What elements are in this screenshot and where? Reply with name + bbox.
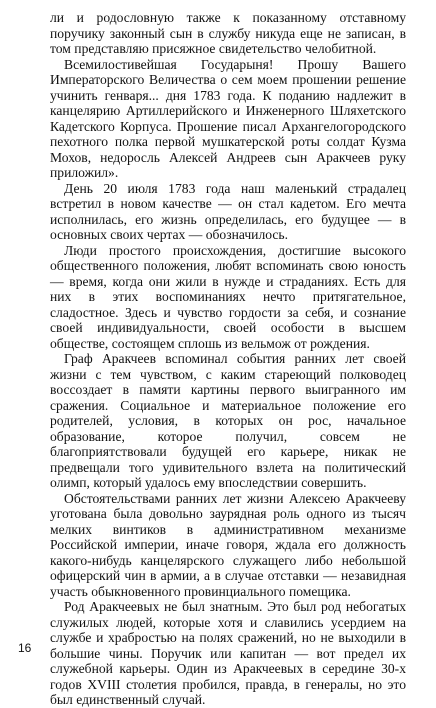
paragraph-6: Обстоятельствами ранних лет жизни Алексею Аракчееву уготована была довольно заурядная роль одного из тысяч мелких винтиков в административном механизме Российской империи, иначе говоря, ждала его должность какого-нибудь канцелярского служащего либо небольшой офицерский чин в армии, а в случае отставки — незавидная участь обыкновенного провинциального помещика. xyxy=(50,490,406,599)
paragraph-4: Люди простого происхождения, достигшие высокого общественного положения, любят вспоминать свою юность — время, когда они жили в нужде и страданиях. Есть для них в этих воспоминаниях нечто притягательное, сладостное. Здесь и чувство гордости за себя, и сознание своей индивидуальности, своей особости в высшем обществе, состоящем сплошь из вельмож от рождения. xyxy=(50,242,406,351)
paragraph-1: ли и родословную также к показанному отставному поручику законный сын в службу никуда еще не записан, в том представляю присяжное свидетельство челобитной. xyxy=(50,10,406,56)
paragraph-2: Всемилостивейшая Государыня! Прошу Вашего Императорского Величества о сем моем прошении решение учинить генваря... дня 1783 года. К поданию надлежит в канцелярию Артиллерийского и Инженерного Шляхетского Кадетского Корпуса. Прошение писал Архангелогородского пехотного полка первой мушкатерской роты солдат Кузма Мохов, недоросль Алексей Андреев сын Аракчеев руку приложил». xyxy=(50,56,406,180)
paragraph-3: День 20 июля 1783 года наш маленький страдалец встретил в новом качестве — он стал кадетом. Его мечта исполнилась, его жизнь определилась, его будущее — в основных своих чертах — обозначилось. xyxy=(50,180,406,242)
page-number: 16 xyxy=(18,641,32,655)
paragraph-5: Граф Аракчеев вспоминал события ранних лет своей жизни с тем чувством, с каким стареющий полководец воссоздает в памяти картины первого выигранного им сражения. Социальное и материальное положение его родителей, условия, в которых он рос, начальное образование, которое получил, совсем не благоприятствовали будущей его карьере, никак не предвещали того удивительного взлета на политический олимп, который удалось ему впоследствии совершить. xyxy=(50,351,406,490)
paragraph-7: Род Аракчеевых не был знатным. Это был род небогатых служилых людей, которые хотя и славились усердием на службе и храбростью на полях сражений, но не выходили в большие чины. Поручик или капитан — вот предел их служебной карьеры. Один из Аракчеевых в середине 30-х годов XVIII столетия пробился, правда, в генералы, но это был единственный случай. xyxy=(50,599,406,707)
page-text xyxy=(50,10,406,708)
